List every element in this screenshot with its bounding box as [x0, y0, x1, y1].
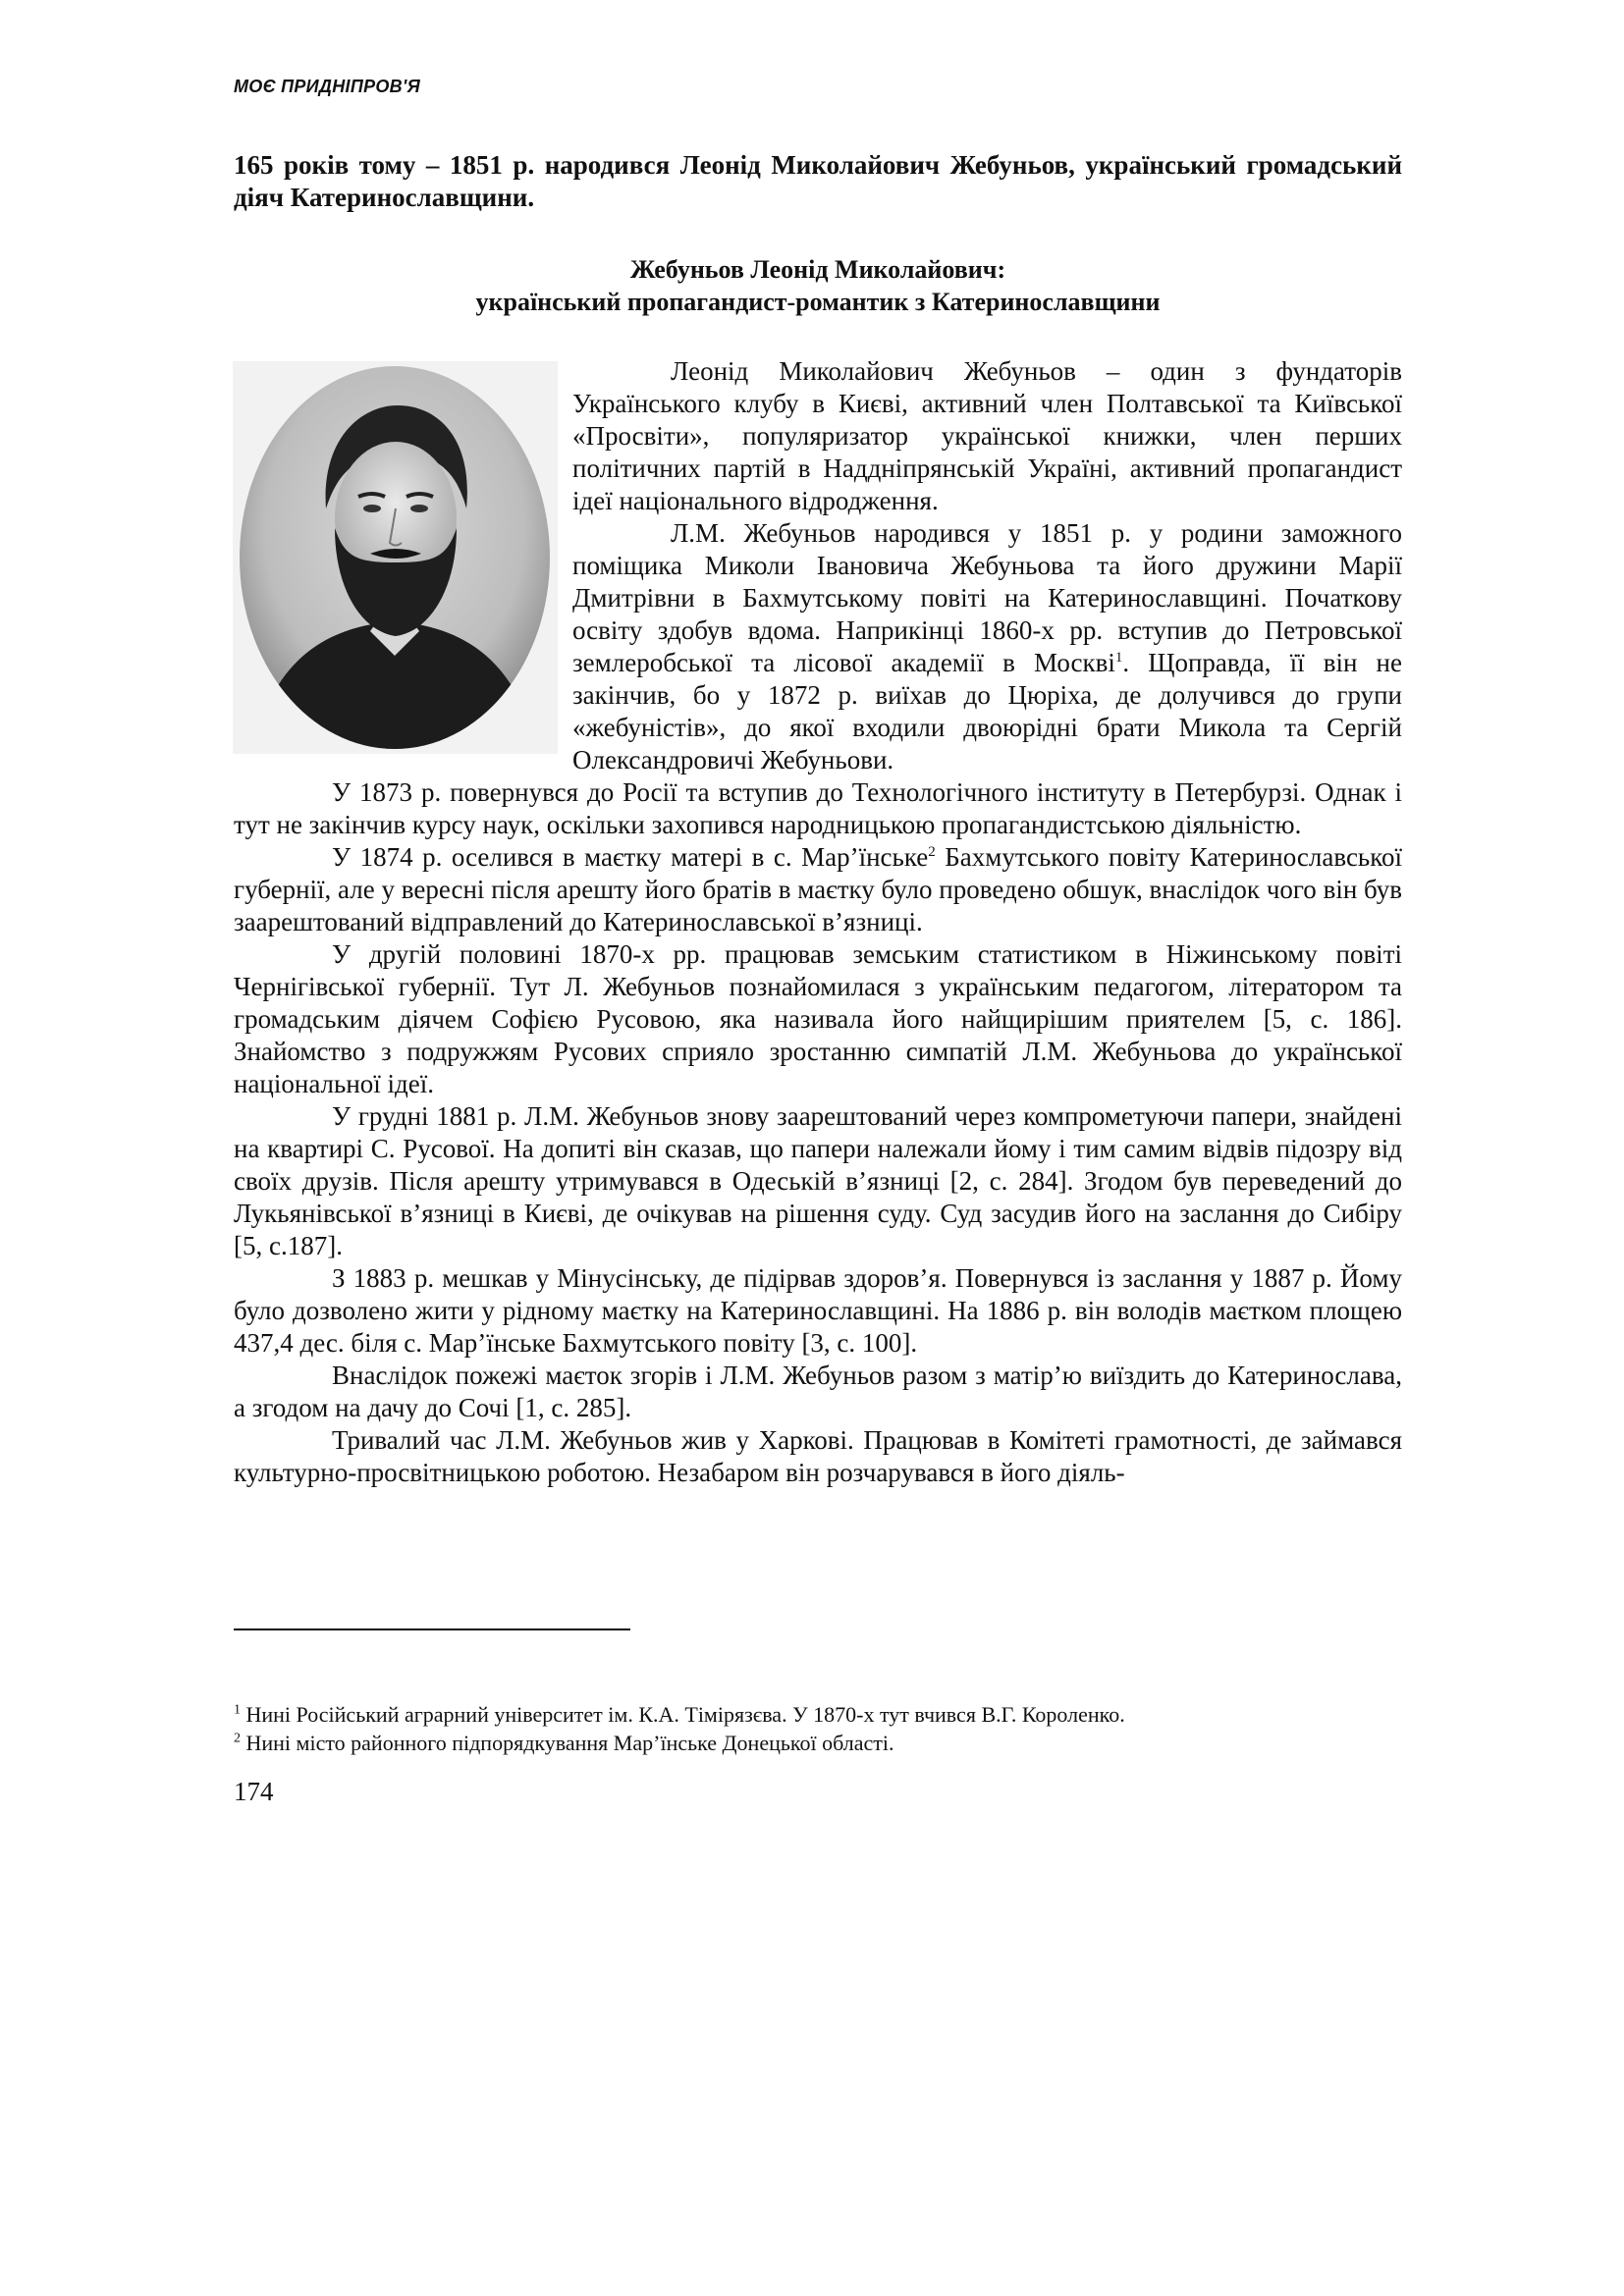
paragraph-4	[234, 841, 1402, 938]
footnote-2	[234, 1729, 1402, 1757]
footnote-1	[234, 1700, 1402, 1729]
article-title-line-2: український пропагандист-романтик з Катеринославщини	[475, 288, 1161, 316]
paragraph-8: Внаслідок пожежі маєток згорів і Л.М. Жебуньов разом з матір’ю виїздить до Катеринослава, а згодом на дачу до Сочі [1, с. 285].	[234, 1361, 1402, 1422]
footnote-ref-1: 1	[1114, 650, 1123, 666]
footnote-2-mark: 2	[234, 1731, 241, 1746]
footnotes	[234, 1700, 1402, 1757]
paragraph-2-text-a: Л.М. Жебуньов народився у 1851 р. у родини заможного поміщика Миколи Івановича Жебуньова та його дружини Марії Дмитрівни в Бахмутському повіті на Катеринославщині. Початкову освіту здобув вдома. Наприкінці 1860-х рр. вступив до Петровської землеробської та лісової академії в Москві	[572, 518, 1402, 677]
footnote-1-mark: 1	[234, 1702, 241, 1718]
intro-announcement: 165 років тому – 1851 р. народився Леонід Миколайович Жебуньов, український громадський діяч Катеринославщини.	[234, 150, 1402, 212]
paragraph-2-text-b: . Щоправда, її він не закінчив, бо у 1872 р. виїхав до Цюріха, де долучився до групи «жебуністів», до якої входили двоюрідні брати Микола та Сергій Олександровичі Жебуньови.	[572, 648, 1402, 774]
paragraph-4-text-b: Бахмутського повіту Катеринославської губернії, але у вересні після арешту його братів в маєтку було проведено обшук, внаслідок чого він був заарештований відправлений до Катеринославської в’язниці.	[234, 842, 1402, 936]
footnote-1-text: Нині Російський аграрний університет ім. К.А. Тімірязєва. У 1870-х тут вчився В.Г. Короленко.	[241, 1702, 1125, 1727]
paragraph-7: З 1883 р. мешкав у Мінусінську, де підірвав здоров’я. Повернувся із заслання у 1887 р. Йому було дозволено жити у рідному маєтку на Катеринославщині. На 1886 р. він володів маєтком площею 437,4 дес. біля с. Мар’їнське Бахмутського повіту [3, с. 100].	[234, 1263, 1402, 1358]
page-number: 174	[234, 1777, 274, 1806]
paragraph-1: Леонід Миколайович Жебуньов – один з фундаторів Українського клубу в Києві, активний член Полтавської та Київської «Просвіти», популяризатор української книжки, член перших політичних партій в Наддніпрянській Україні, активний пропагандист ідеї національного відродження.	[572, 356, 1402, 515]
footnote-separator	[234, 1629, 630, 1630]
article-title	[234, 253, 1402, 318]
footnote-2-text: Нині місто районного підпорядкування Мар’їнське Донецької області.	[241, 1731, 894, 1755]
footnote-ref-2: 2	[928, 844, 936, 860]
paragraph-5: У другій половині 1870-х рр. працював земським статистиком в Ніжинському повіті Чернігівської губернії. Тут Л. Жебуньов познайомилася з українським педагогом, літератором та громадським діячем Софією Русовою, яка називала його найщирішим приятелем [5, с. 186]. Знайомство з подружжям Русових сприяло зростанню симпатій Л.М. Жебуньова до української національної ідеї.	[234, 939, 1402, 1098]
running-head: МОЄ ПРИДНІПРОВ'Я	[234, 77, 420, 96]
article-body	[234, 355, 1402, 1489]
paragraph-6: У грудні 1881 р. Л.М. Жебуньов знову заарештований через компрометуючи папери, знайдені на квартирі С. Русової. На допиті він сказав, що папери належали йому і тим самим відвів підозру від своїх друзів. Після арешту утримувався в Одеській в’язниці [2, с. 284]. Згодом був переведений до Лукьянівської в’язниці в Києві, де очікував на рішення суду. Суд засудив його на заслання до Сибіру [5, с.187].	[234, 1101, 1402, 1260]
paragraph-3: У 1873 р. повернувся до Росії та вступив до Технологічного інституту в Петербурзі. Однак і тут не закінчив курсу наук, оскільки захопився народницькою пропагандистською діяльністю.	[234, 777, 1402, 839]
article-title-line-1: Жебуньов Леонід Миколайович:	[629, 255, 1006, 284]
portrait-text-wrap-spacer	[234, 355, 572, 766]
paragraph-4-text-a: У 1874 р. оселився в маєтку матері в с. Мар’їнське	[332, 842, 929, 872]
paragraph-9: Тривалий час Л.М. Жебуньов жив у Харкові. Працював в Комітеті грамотності, де займався культурно-просвітницькою роботою. Незабаром він розчарувався в його діяль-	[234, 1425, 1402, 1487]
